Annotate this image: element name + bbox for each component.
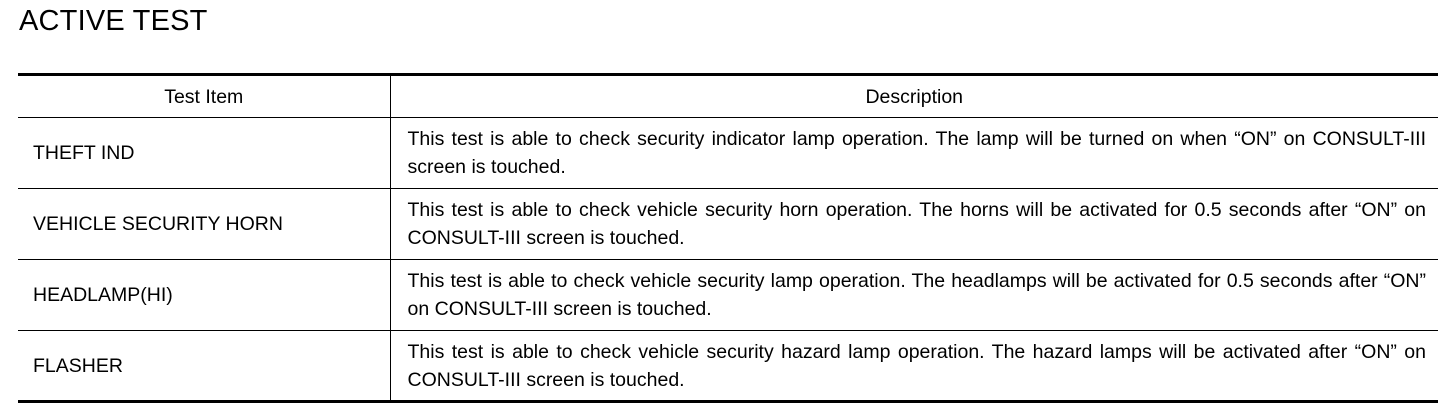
description-cell: This test is able to check security indicator lamp operation. The lamp will be turned on when “ON” on CONSULT-III screen is touched. [407, 128, 1426, 178]
header-test-item: Test Item [18, 75, 390, 118]
table-header [18, 75, 1438, 118]
page-title: ACTIVE TEST [19, 5, 208, 37]
header-description: Description [865, 85, 964, 108]
active-test-table [18, 73, 1438, 403]
description-cell: This test is able to check vehicle security hazard lamp operation. The hazard lamps will be activated after “ON” on CONSULT-III screen is touched. [407, 340, 1426, 391]
table-header-row [18, 75, 1438, 118]
table-row [18, 118, 1438, 189]
description-cell: This test is able to check vehicle security lamp operation. The headlamps will be activated for 0.5 seconds after “ON” on CONSULT-III screen is touched. [407, 270, 1426, 320]
table-row [18, 331, 1438, 402]
test-item-cell: HEADLAMP(HI) [18, 260, 390, 331]
table-row [18, 260, 1438, 331]
table-body [18, 118, 1438, 402]
test-item-cell: VEHICLE SECURITY HORN [18, 189, 390, 260]
test-item-cell: FLASHER [18, 331, 390, 402]
table-row [18, 189, 1438, 260]
description-cell: This test is able to check vehicle security horn operation. The horns will be activated for 0.5 seconds after “ON” on CONSULT-III screen is touched. [407, 199, 1426, 249]
test-item-cell: THEFT IND [18, 118, 390, 189]
